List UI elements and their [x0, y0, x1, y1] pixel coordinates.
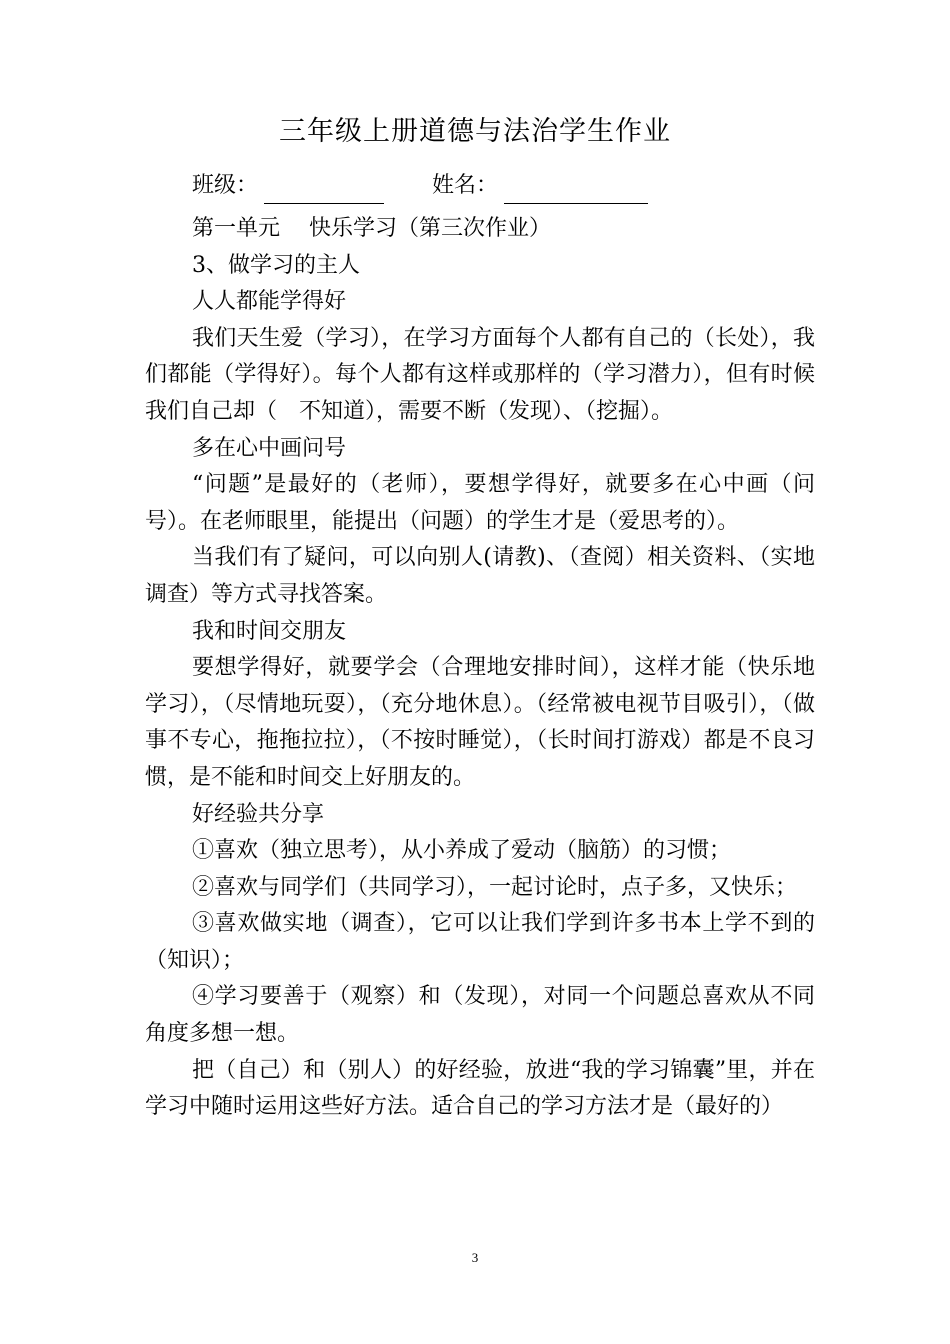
section-heading: 好经验共分享	[192, 801, 325, 827]
section-heading: 我和时间交朋友	[192, 618, 347, 644]
list-item: ③喜欢做实地（调查），它可以让我们学到许多书本上学不到的（知识）；	[145, 911, 815, 973]
body-paragraph: 要想学得好，就要学会（合理地安排时间），这样才能（快乐地学习），（尽情地玩耍），（充分地休息）。（经常被电视节目吸引），（做事不专心，拖拖拉拉），（不按时睡觉），（长时间打游戏）都是不良习惯，是不能和时间交上好朋友的。	[145, 655, 815, 790]
lesson-heading: 3、做学习的主人	[192, 252, 360, 278]
list-item: ④学习要善于（观察）和（发现），对同一个问题总喜欢从不同角度多想一想。	[145, 984, 815, 1047]
section-heading: 多在心中画问号	[192, 435, 347, 461]
page-number: 3	[471, 1250, 479, 1265]
document-body	[145, 211, 815, 1126]
body-paragraph: 把（自己）和（别人）的好经验，放进“我的学习锦囊”里，并在学习中随时运用这些好方法。适合自己的学习方法才是（最好的）	[145, 1057, 815, 1120]
student-info-row	[192, 168, 648, 204]
list-item: ①喜欢（独立思考），从小养成了爱动（脑筋）的习惯；	[192, 838, 732, 864]
class-label: 班级：	[192, 173, 259, 198]
name-blank-line	[504, 173, 648, 204]
section-heading: 人人都能学得好	[192, 289, 347, 315]
unit-heading: 第一单元 快乐学习（第三次作业）	[192, 216, 551, 241]
body-paragraph: 当我们有了疑问，可以向别人(请教)、（查阅）相关资料、（实地调查）等方式寻找答案。	[145, 545, 815, 607]
body-paragraph: 我们天生爱（学习），在学习方面每个人都有自己的（长处），我们都能（学得好）。每个人都有这样或那样的（学习潜力），但有时候我们自己却（ 不知道），需要不断（发现）、（挖掘）。	[145, 325, 815, 424]
list-item: ②喜欢与同学们（共同学习），一起讨论时，点子多，又快乐；	[192, 874, 798, 900]
page-title: 三年级上册道德与法治学生作业	[279, 116, 671, 147]
body-paragraph: “问题”是最好的（老师），要想学得好，就要多在心中画（问号）。在老师眼里，能提出（问题）的学生才是（爱思考的）。	[145, 472, 815, 534]
name-label: 姓名：	[432, 173, 499, 198]
class-blank-line	[264, 173, 384, 204]
